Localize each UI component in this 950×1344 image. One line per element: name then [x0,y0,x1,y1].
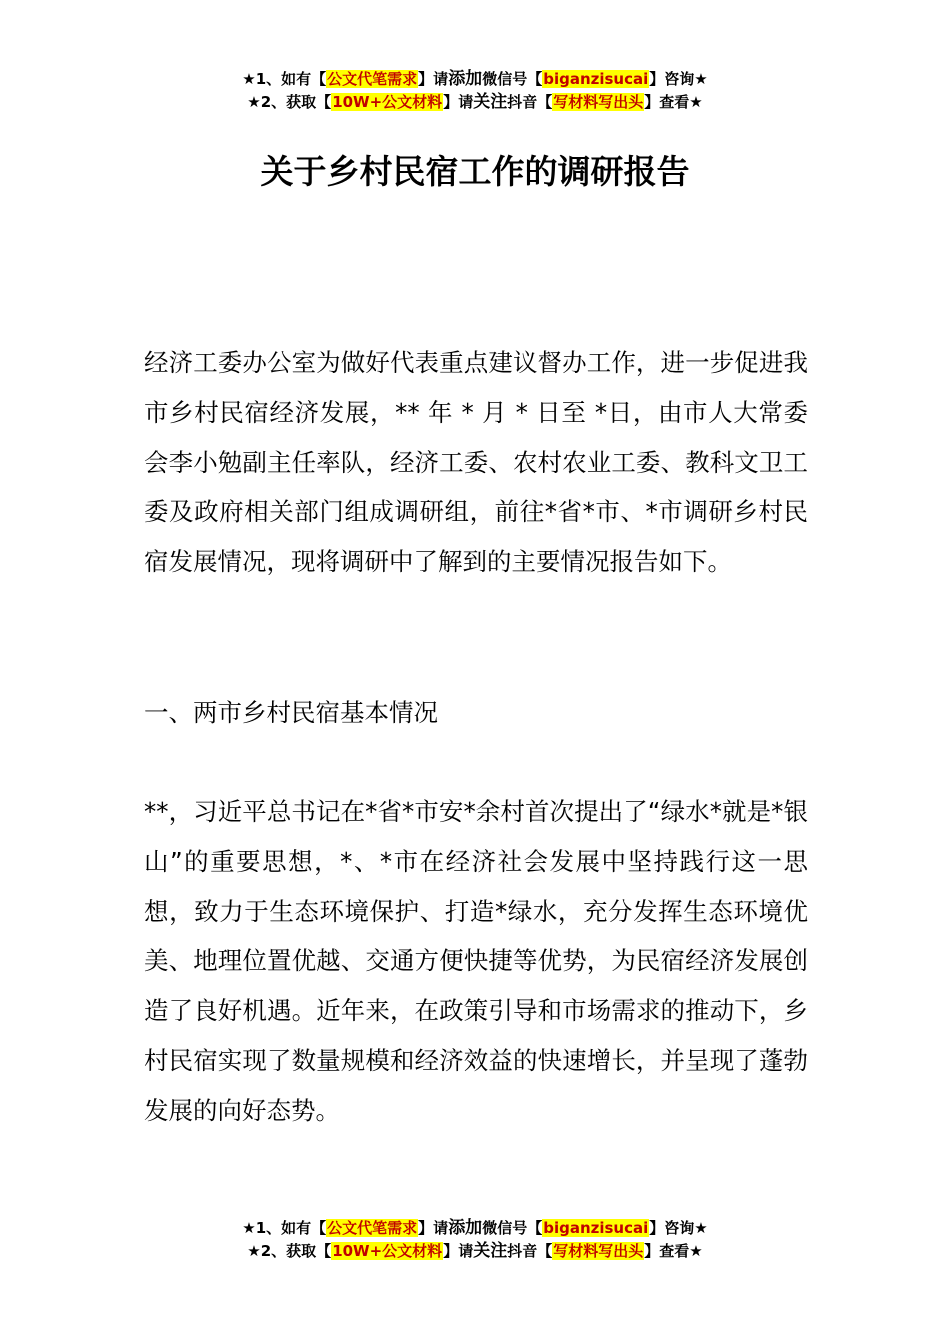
paragraph-background: **，习近平总书记在*省*市安*余村首次提出了“绿水*就是*银山”的重要思想，*、*市在经济社会发展中坚持践行这一思想，致力于生态环境保护、打造*绿水，充分发挥生态环境优美、地理位置优越、交通方便快捷等优势，为民宿经济发展创造了良好机遇。近年来，在政策引导和市场需求的推动下，乡村民宿实现了数量规模和经济效益的快速增长，并呈现了蓬勃发展的向好态势。 [144,797,808,1125]
promo-line-1-emphasis: 添加 [448,69,483,89]
footer-line-2-emphasis: 关注 [473,1241,508,1261]
footer-promo-banner [0,1217,950,1263]
footer-line-2-mid: 】请 [443,1242,474,1260]
promo-line-1-end: 】咨询★ [649,70,708,88]
promo-line-2 [0,91,950,114]
footer-line-1-mid: 】请 [418,1219,449,1237]
footer-promo-line-2 [0,1240,950,1263]
footer-line-2-end: 】查看★ [644,1242,703,1260]
footer-highlight-douyin: 写材料写出头 [553,1242,644,1260]
footer-line-2-prefix: ★2、获取【 [247,1242,332,1260]
promo-line-2-end: 】查看★ [644,93,703,111]
footer-promo-line-1 [0,1217,950,1240]
promo-line-2-emphasis: 关注 [473,92,508,112]
promo-line-2-mid2: 抖音【 [507,93,553,111]
header-promo-banner [0,68,950,114]
paragraph-intro: 经济工委办公室为做好代表重点建议督办工作，进一步促进我市乡村民宿经济发展，** 年 * 月 * 日至 *日，由市人大常委会李小勉副主任率队，经济工委、农村农业工委、教科文卫工委及政府相关部门组成调研组，前往*省*市、*市调研乡村民宿发展情况，现将调研中了解到的主要情况报告如下。 [144,348,808,577]
promo-highlight-douyin: 写材料写出头 [553,93,644,111]
footer-highlight-materials: 10W+公文材料 [332,1242,443,1260]
promo-line-2-mid: 】请 [443,93,474,111]
footer-highlight-service: 公文代笔需求 [327,1219,418,1237]
promo-line-1-mid2: 微信号【 [482,70,543,88]
promo-line-2-prefix: ★2、获取【 [247,93,332,111]
document-title: 关于乡村民宿工作的调研报告 [260,152,690,191]
promo-highlight-materials: 10W+公文材料 [332,93,443,111]
footer-line-1-prefix: ★1、如有【 [242,1219,327,1237]
footer-line-2-mid2: 抖音【 [507,1242,553,1260]
promo-line-1-mid: 】请 [418,70,449,88]
promo-highlight-wechat-id: biganzisucai [543,70,649,88]
promo-line-1 [0,68,950,91]
promo-highlight-service: 公文代笔需求 [327,70,418,88]
footer-line-1-emphasis: 添加 [448,1218,483,1238]
footer-line-1-mid2: 微信号【 [482,1219,543,1237]
footer-highlight-wechat-id: biganzisucai [543,1219,649,1237]
promo-line-1-prefix: ★1、如有【 [242,70,327,88]
section-heading-1: 一、两市乡村民宿基本情况 [144,698,438,727]
footer-line-1-end: 】咨询★ [649,1219,708,1237]
